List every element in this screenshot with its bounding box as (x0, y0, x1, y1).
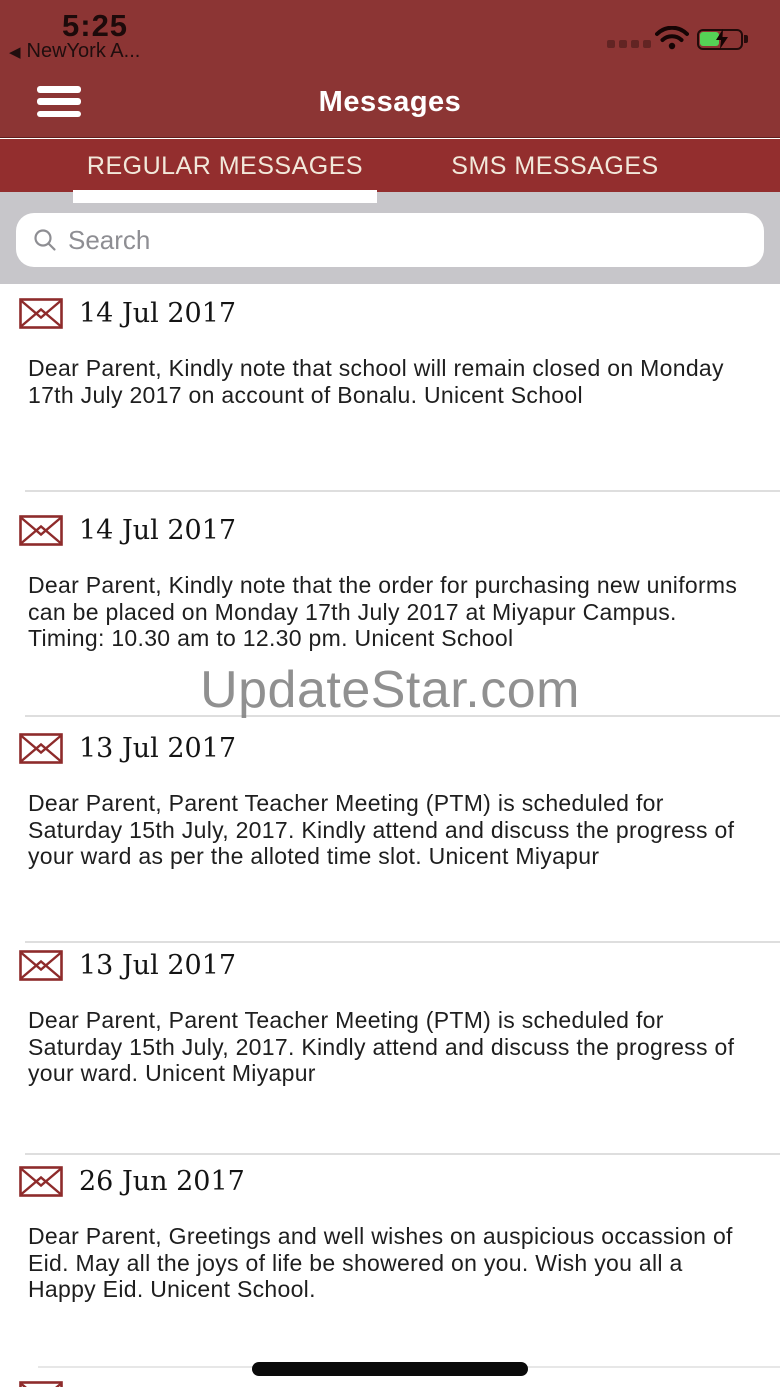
search-field[interactable] (16, 213, 764, 267)
back-triangle-icon: ◀ (9, 43, 21, 61)
message-body: Dear Parent, Parent Teacher Meeting (PTM) is scheduled for Saturday 15th July, 2017. Kindly attend and discuss the progress of your ward. Unicent Miyapur (28, 1007, 735, 1086)
page-title: Messages (318, 86, 462, 118)
home-indicator[interactable] (252, 1362, 528, 1376)
row-divider (25, 941, 780, 943)
watermark: UpdateStar.com (200, 661, 580, 719)
message-header (0, 1165, 780, 1198)
message-body: Dear Parent, Parent Teacher Meeting (PTM) is scheduled for Saturday 15th July, 2017. Kindly attend and discuss the progress of your ward as per the alloted time slot. Unicent Miyapur (28, 790, 735, 869)
wifi-icon (655, 26, 689, 55)
envelope-icon (19, 1381, 63, 1387)
message-row[interactable] (0, 732, 780, 870)
status-time: 5:25 (62, 8, 129, 43)
row-divider (25, 715, 780, 717)
back-app-label: NewYork A... (26, 40, 141, 62)
signal-dots-icon (607, 40, 651, 48)
back-to-app[interactable] (9, 40, 140, 63)
envelope-icon (19, 298, 63, 329)
message-row[interactable] (0, 949, 780, 1087)
message-date: 14 Jul 2017 (79, 298, 237, 329)
tab-regular-messages[interactable]: REGULAR MESSAGES (86, 152, 364, 180)
message-body: Dear Parent, Kindly note that school will remain closed on Monday 17th July 2017 on account of Bonalu. Unicent School (28, 355, 724, 408)
tab-bar (0, 139, 780, 192)
message-row[interactable] (0, 1165, 780, 1303)
message-header (0, 949, 780, 982)
envelope-icon (19, 733, 63, 764)
message-date: 14 Jul 2017 (79, 515, 237, 546)
message-date: 13 Jul 2017 (79, 950, 237, 981)
header-bar (0, 0, 780, 138)
row-divider (25, 1153, 780, 1155)
message-header (0, 297, 780, 330)
tab-sms-messages[interactable]: SMS MESSAGES (451, 152, 659, 180)
message-date: 26 Jun 2017 (79, 1166, 245, 1197)
active-tab-underline (73, 190, 377, 203)
envelope-icon (19, 950, 63, 981)
message-header (0, 732, 780, 765)
search-area (0, 192, 780, 284)
envelope-icon (19, 515, 63, 546)
row-divider (25, 490, 780, 492)
message-date: 13 Jul 2017 (79, 733, 237, 764)
search-icon (32, 227, 58, 253)
message-body: Dear Parent, Greetings and well wishes on auspicious occassion of Eid. May all the joys of life be showered on you. Wish you all a Happy Eid. Unicent School. (28, 1223, 733, 1302)
battery-charging-icon (697, 29, 743, 50)
envelope-icon (19, 1166, 63, 1197)
message-body: Dear Parent, Kindly note that the order for purchasing new uniforms can be placed on Monday 17th July 2017 at Miyapur Campus. Timing: 10.30 am to 12.30 pm. Unicent School (28, 572, 738, 651)
message-header (0, 514, 780, 547)
message-row[interactable] (0, 297, 780, 408)
message-row[interactable] (0, 514, 780, 652)
search-input[interactable] (68, 225, 708, 256)
